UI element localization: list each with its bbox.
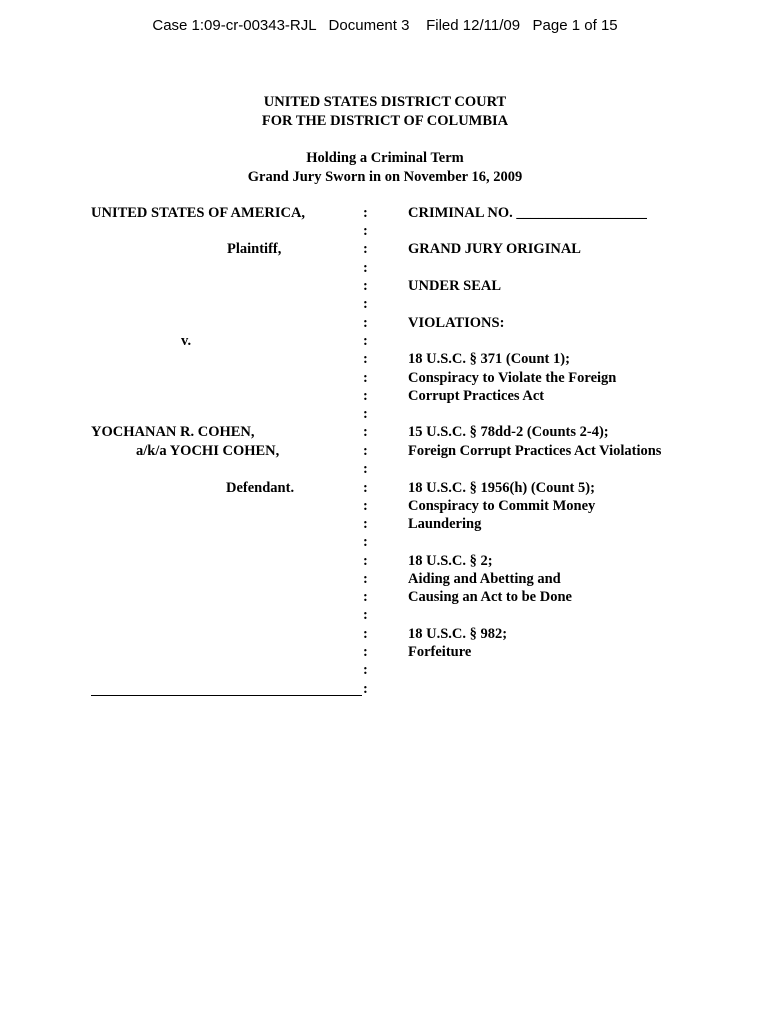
caption-colon: : [363,589,368,605]
violation-statute: 18 U.S.C. § 371 (Count 1); [408,351,570,367]
violations-heading: VIOLATIONS: [408,315,505,331]
violation-description: Conspiracy to Violate the Foreign [408,370,617,386]
violation-statute: 15 U.S.C. § 78dd-2 (Counts 2-4); [408,424,609,440]
caption-colon: : [363,662,368,678]
caption-colon: : [363,333,368,349]
caption-colon: : [363,626,368,642]
caption-colon: : [363,223,368,239]
violation-description: Aiding and Abetting and [408,571,561,587]
violation-description: Corrupt Practices Act [408,388,545,404]
caption-colon: : [363,205,368,221]
violation-statute: 18 U.S.C. § 1956(h) (Count 5); [408,480,595,496]
caption-colon: : [363,644,368,660]
court-name: UNITED STATES DISTRICT COURT [263,94,507,110]
violation-description: Laundering [408,516,482,532]
defendant-name: YOCHANAN R. COHEN, [91,424,255,440]
caption-colon: : [363,370,368,386]
caption-colon: : [363,278,368,294]
caption-colon: : [363,260,368,276]
violation-description: Forfeiture [408,644,472,660]
caption-colon: : [363,351,368,367]
grand-jury-sworn-line: Grand Jury Sworn in on November 16, 2009 [247,169,523,185]
caption-colon: : [363,406,368,422]
under-seal: UNDER SEAL [408,278,502,294]
caption-colon: : [363,571,368,587]
caption-colon: : [363,388,368,404]
caption-colon: : [363,681,368,697]
caption-colon: : [363,534,368,550]
grand-jury-original: GRAND JURY ORIGINAL [408,241,581,257]
defendant-role: Defendant. [226,480,295,496]
ecf-filing-header: Case 1:09-cr-00343-RJL Document 3 Filed 12/11/09 Page 1 of 15 [152,17,618,34]
plaintiff-role: Plaintiff, [227,241,282,257]
violation-description: Causing an Act to be Done [408,589,572,605]
caption-colon: : [363,461,368,477]
caption-colon: : [363,424,368,440]
caption-colon: : [363,498,368,514]
violation-description: Conspiracy to Commit Money [408,498,596,514]
caption-colon: : [363,516,368,532]
caption-colon: : [363,480,368,496]
violation-description: Foreign Corrupt Practices Act Violations [408,443,662,459]
plaintiff-name: UNITED STATES OF AMERICA, [91,205,306,221]
defendant-alias: a/k/a YOCHI COHEN, [136,443,280,459]
caption-colon: : [363,241,368,257]
violation-statute: 18 U.S.C. § 2; [408,553,493,569]
caption-colon: : [363,296,368,312]
criminal-number: CRIMINAL NO. __________________ [408,205,647,221]
caption-colon: : [363,607,368,623]
versus-label: v. [181,333,192,349]
court-district: FOR THE DISTRICT OF COLUMBIA [261,113,509,129]
caption-colon: : [363,443,368,459]
caption-colon: : [363,315,368,331]
caption-rule [91,695,362,696]
term-line: Holding a Criminal Term [306,150,464,166]
caption-colon: : [363,553,368,569]
violation-statute: 18 U.S.C. § 982; [408,626,508,642]
